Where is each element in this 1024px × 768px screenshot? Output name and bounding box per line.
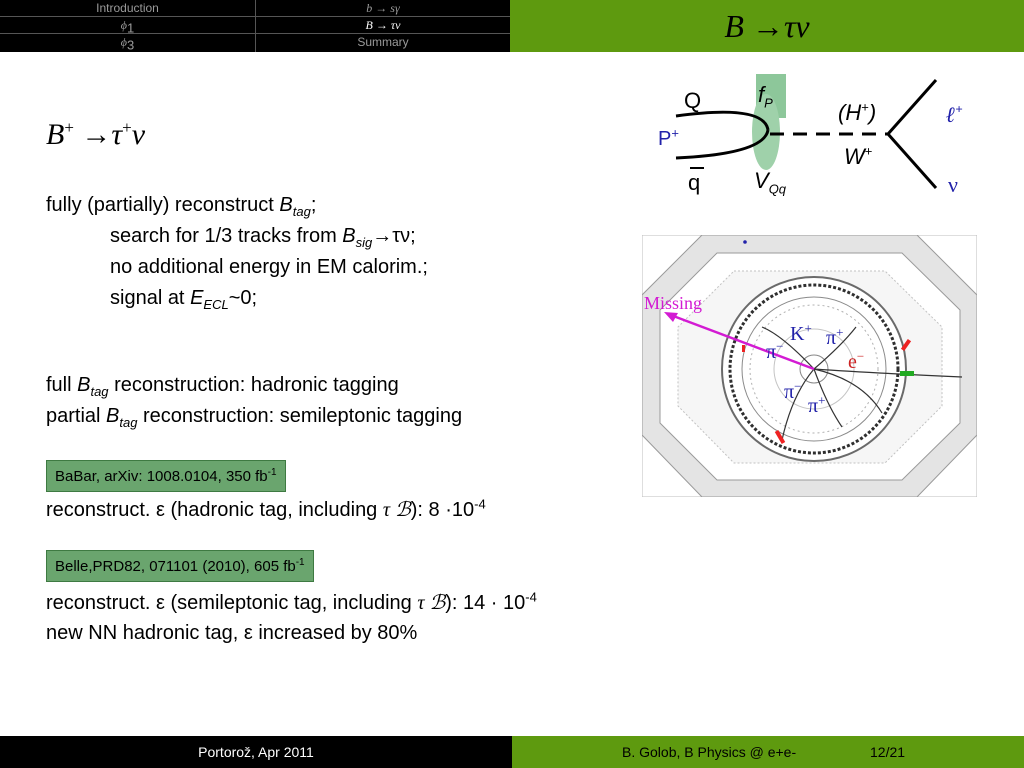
footer-venue: Portorož, Apr 2011 [0, 736, 512, 768]
feynman-diagram [648, 70, 988, 210]
method-description [46, 190, 428, 314]
quark-Q-label: Q [684, 88, 702, 113]
lepton-line [888, 80, 936, 134]
nav-item-phi1[interactable]: $\phi_1$ [0, 17, 255, 34]
charged-higgs-label: (H+) [838, 99, 877, 125]
process-arrow-tau: →τ [73, 118, 123, 151]
footer-page-number: 12/21 [870, 744, 906, 760]
slide-header [0, 0, 1024, 52]
event-display [642, 235, 977, 497]
nav-item-phi3[interactable]: $\phi_3$ [120, 35, 135, 53]
footer-right-bar [512, 736, 1024, 768]
nav-item-summary[interactable]: Summary [357, 35, 409, 49]
process-b-charge: + [64, 118, 74, 137]
pion-minus-label-1: π− [766, 338, 784, 363]
pion-plus-label-2: π+ [808, 392, 826, 417]
pion-plus-label-1: π+ [826, 324, 844, 349]
belle-nn-line: new NN hadronic tag, ε increased by 80% [46, 622, 418, 644]
lepton-label: ℓ+ [946, 101, 963, 127]
pion-minus-label-2: π− [784, 378, 802, 403]
full-tag-line: full $B_{tag}$ reconstruction: hadronic tagging [46, 374, 399, 399]
meson-P-label: P+ [658, 125, 679, 150]
bullet-signal-ecl: signal at $E_{ECL}\sim 0$; [110, 287, 258, 312]
nav-item-b-to-s-gamma[interactable]: b → sγ [256, 0, 510, 17]
nav-item-introduction[interactable]: Introduction [0, 0, 255, 17]
process-tau-charge: + [122, 118, 132, 137]
nav-column-right [256, 0, 510, 52]
nav-column-left [0, 0, 255, 52]
kaon-label: K+ [790, 320, 812, 345]
nav-item-b-to-tau-nu[interactable]: B → τν [256, 17, 510, 34]
belle-reference-badge: Belle,PRD82, 071101 (2010), 605 $fb^{-1}$ [46, 550, 314, 582]
bullet-search-tracks: search for 1/3 tracks from $B_{sig}\to\tau\nu$; [110, 225, 416, 250]
process-title [46, 118, 145, 152]
process-nu: ν [131, 118, 146, 151]
process-b: B [46, 118, 65, 151]
missing-momentum-label: Missing [644, 293, 703, 313]
ckm-element-label: $V_{Qq}$ [754, 168, 787, 197]
slide-footer [0, 736, 1024, 768]
decay-constant-label: $f_P$ [758, 82, 773, 111]
neutrino-line [888, 134, 936, 188]
antiquark-q-label: q [688, 170, 701, 195]
partial-tag-line: partial $B_{tag}$ reconstruction: semileptonic tagging [46, 405, 463, 430]
footer-author: B. Golob, B Physics @ e+e- [622, 744, 797, 760]
bullet-no-energy: no additional energy in EM calorim.; [110, 256, 428, 278]
section-navigation [0, 0, 510, 52]
babar-reference-badge: BaBar, arXiv: 1008.0104, 350 $fb^{-1}$ [46, 460, 286, 492]
babar-result: reconstruct. ε (hadronic tag, including τ ℬ): $8 \cdot 10^{-4}$ [46, 496, 486, 521]
neutrino-label: ν [948, 172, 958, 197]
bullet-reconstruct-tag: fully (partially) reconstruct $B_{tag}$; [46, 194, 317, 219]
electron-label: e− [848, 348, 865, 373]
belle-result: reconstruct. ε (semileptonic tag, including τ ℬ): $14 \cdot 10^{-4}$ [46, 589, 537, 614]
detector-event-image [642, 235, 977, 497]
w-boson-label: W+ [844, 143, 873, 169]
frame-title: B →τν [510, 0, 1024, 52]
